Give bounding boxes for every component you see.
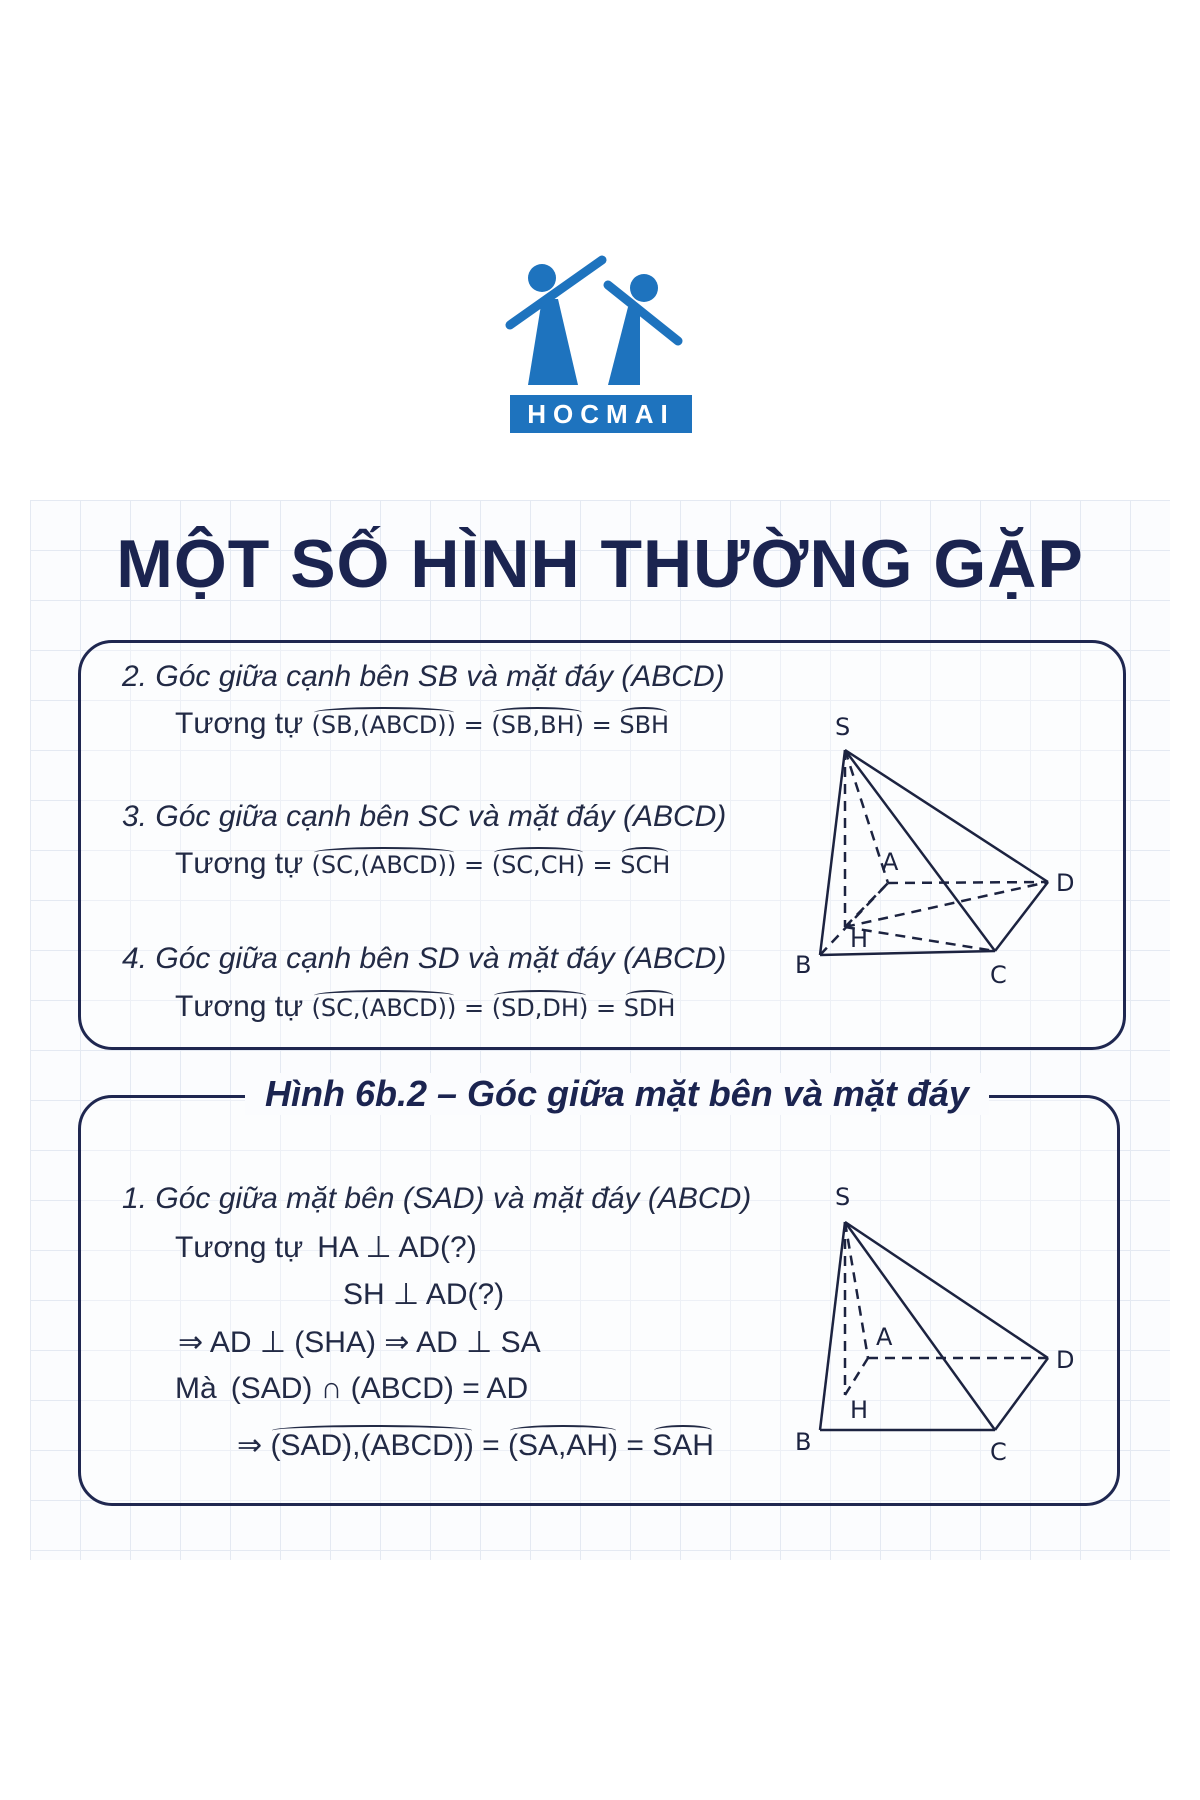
question-sd: 4. Góc giữa cạnh bên SD và mặt đáy (ABCD)	[122, 942, 727, 975]
question-sb: 2. Góc giữa cạnh bên SB và mặt đáy (ABCD)	[122, 660, 725, 693]
section-2-title: Hình 6b.2 – Góc giữa mặt bên và mặt đáy	[245, 1073, 989, 1115]
angle-lhs: (SB,(ABCD))	[311, 711, 457, 739]
vertex-h: H	[850, 925, 869, 953]
formula-prefix: Tương tự	[175, 707, 304, 740]
formula-sb: Tương tự (SB,(ABCD)) = (SB,BH) = SBH	[175, 707, 670, 740]
angle-result: SAH	[652, 1429, 714, 1462]
formula-prefix: Mà	[175, 1372, 217, 1405]
proof-line-1	[175, 1230, 477, 1265]
vertex-d: D	[1056, 869, 1075, 897]
implies-symbol: ⇒	[237, 1429, 263, 1462]
vertex-h: H	[850, 1396, 869, 1424]
vertex-s: S	[835, 713, 851, 741]
angle-lhs: (SAD),(ABCD))	[270, 1429, 474, 1462]
angle-mid: (SD,DH)	[491, 994, 589, 1022]
angle-result: SBH	[619, 711, 670, 739]
vertex-a: A	[882, 848, 899, 876]
question-sad: 1. Góc giữa mặt bên (SAD) và mặt đáy (ABCD)	[122, 1182, 752, 1215]
vertex-b: B	[795, 1428, 812, 1456]
formula-sc: Tương tự (SC,(ABCD)) = (SC,CH) = SCH	[175, 847, 671, 880]
formula-sd: Tương tự (SC,(ABCD)) = (SD,DH) = SDH	[175, 990, 676, 1023]
angle-lhs: (SC,(ABCD))	[311, 851, 457, 879]
pyramid-figure-1	[790, 705, 1090, 995]
vertex-s: S	[835, 1183, 851, 1211]
pyramid-figure-2	[790, 1180, 1090, 1480]
vertex-d: D	[1056, 1346, 1075, 1374]
vertex-c: C	[990, 961, 1007, 989]
angle-mid: (SA,AH)	[508, 1429, 619, 1462]
formula-prefix: Tương tự	[175, 990, 304, 1023]
angle-mid: (SC,CH)	[491, 851, 585, 879]
formula-prefix: Tương tự	[175, 847, 304, 880]
proof-line-4	[175, 1372, 528, 1406]
angle-mid: (SB,BH)	[491, 711, 584, 739]
angle-result: SCH	[620, 851, 671, 879]
formula-prefix: Tương tự	[175, 1231, 304, 1264]
angle-lhs: (SC,(ABCD))	[311, 994, 457, 1022]
proof-line-2: SH ⊥ AD(?)	[343, 1278, 505, 1311]
proof-statement: HA ⊥ AD(?)	[317, 1231, 477, 1264]
vertex-b: B	[795, 951, 812, 979]
page-title: MỘT SỐ HÌNH THƯỜNG GẶP	[116, 526, 1084, 602]
proof-line-3: ⇒ AD ⊥ (SHA) ⇒ AD ⊥ SA	[178, 1326, 541, 1359]
vertex-c: C	[990, 1438, 1007, 1466]
question-sc: 3. Góc giữa cạnh bên SC và mặt đáy (ABCD)	[122, 800, 727, 833]
proof-statement: (SAD) ∩ (ABCD) = AD	[230, 1372, 529, 1405]
angle-result: SDH	[623, 994, 676, 1022]
logo-text: HOCMAI	[527, 399, 675, 429]
hocmai-logo	[500, 255, 700, 435]
proof-line-5: ⇒ (SAD),(ABCD)) = (SA,AH) = SAH	[237, 1429, 714, 1462]
vertex-a: A	[876, 1323, 893, 1351]
